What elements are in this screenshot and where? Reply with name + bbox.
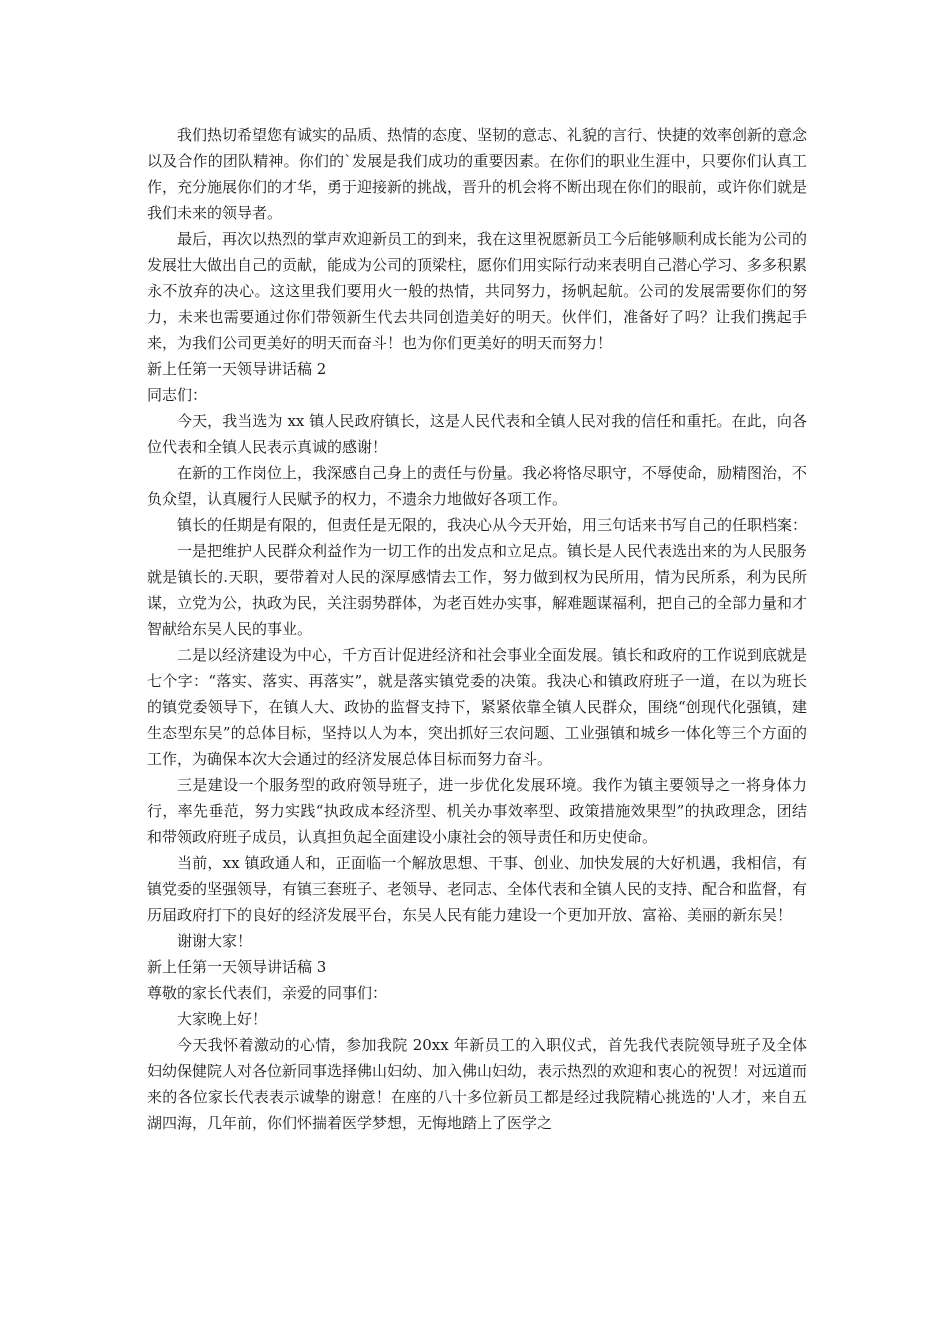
body-paragraph: 今天我怀着激动的心情，参加我院 20xx 年新员工的入职仪式，首先我代表院领导班子及全体妇幼保健院人对各位新同事选择佛山妇幼、加入佛山妇幼，表示热烈的欢迎和衷心的祝贺！对远道而来的各位家长代表表示诚挚的谢意！在座的八十多位新员工都是经过我院精心挑选的'人才，来自五湖四海，几年前，你们怀揣着医学梦想，无悔地踏上了医学之 (147, 1036, 808, 1132)
section-title: 新上任第一天领导讲话稿 3 (147, 958, 327, 976)
body-paragraph: 今天，我当选为 xx 镇人民政府镇长，这是人民代表和全镇人民对我的信任和重托。在此，向各位代表和全镇人民表示真诚的感谢！ (147, 412, 807, 456)
section-title: 新上任第一天领导讲话稿 2 (147, 360, 327, 378)
body-paragraph: 二是以经济建设为中心，千方百计促进经济和社会事业全面发展。镇长和政府的工作说到底就是七个字：“落实、落实、再落实”，就是落实镇党委的决策。我决心和镇政府班子一道，在以为班长的镇党委领导下，在镇人大、政协的监督支持下，紧紧依靠全镇人民群众，围绕“创现代化强镇，建生态型东吴”的总体目标，坚持以人为本，突出抓好三农问题、工业强镇和城乡一体化等三个方面的工作，为确保本次大会通过的经济发展总体目标而努力奋斗。 (147, 646, 808, 768)
body-paragraph: 最后，再次以热烈的掌声欢迎新员工的到来，我在这里祝愿新员工今后能够顺利成长能为公司的发展壮大做出自己的贡献，能成为公司的顶梁柱，愿你们用实际行动来表明自己潜心学习、多多积累永不放弃的决心。这这里我们要用火一般的热情，共同努力，扬帆起航。公司的发展需要你们的努力，未来也需要通过你们带领新生代去共同创造美好的明天。伙伴们，准备好了吗？让我们携起手来，为我们公司更美好的明天而奋斗！也为你们更美好的明天而努力！ (147, 230, 808, 352)
body-paragraph: 在新的工作岗位上，我深感自己身上的责任与份量。我必将恪尽职守，不辱使命，励精图治，不负众望，认真履行人民赋予的权力，不遗余力地做好各项工作。 (147, 464, 808, 508)
body-paragraph: 三是建设一个服务型的政府领导班子，进一步优化发展环境。我作为镇主要领导之一将身体力行，率先垂范，努力实践“执政成本经济型、机关办事效率型、政策措施效果型”的执政理念，团结和带领政府班子成员，认真担负起全面建设小康社会的领导责任和历史使命。 (147, 776, 807, 846)
body-paragraph: 镇长的任期是有限的，但责任是无限的，我决心从今天开始，用三句话来书写自己的任职档案： (177, 516, 808, 534)
body-paragraph: 当前，xx 镇政通人和，正面临一个解放思想、干事、创业、加快发展的大好机遇，我相信，有镇党委的坚强领导，有镇三套班子、老领导、老同志、全体代表和全镇人民的支持、配合和监督，有历届政府打下的良好的经济发展平台，东吴人民有能力建设一个更加开放、富裕、美丽的新东吴！ (147, 854, 808, 924)
closing-line: 谢谢大家！ (177, 932, 253, 950)
body-paragraph: 我们热切希望您有诚实的品质、热情的态度、坚韧的意志、礼貌的言行、快捷的效率创新的意念以及合作的团队精神。你们的`发展是我们成功的重要因素。在你们的职业生涯中，只要你们认真工作，充分施展你们的才华，勇于迎接新的挑战，晋升的机会将不断出现在你们的眼前，或许你们就是我们未来的领导者。 (147, 126, 808, 222)
salutation: 尊敬的家长代表们，亲爱的同事们： (147, 984, 388, 1002)
document-page (147, 122, 807, 1136)
salutation: 同志们： (147, 386, 208, 404)
greeting-line: 大家晚上好！ (177, 1010, 268, 1028)
body-paragraph: 一是把维护人民群众利益作为一切工作的出发点和立足点。镇长是人民代表选出来的为人民服务就是镇长的.天职，要带着对人民的深厚感情去工作，努力做到权为民所用，情为民所系，利为民所谋，立党为公，执政为民，关注弱势群体，为老百姓办实事，解难题谋福利，把自己的全部力量和才智献给东吴人民的事业。 (147, 542, 808, 638)
